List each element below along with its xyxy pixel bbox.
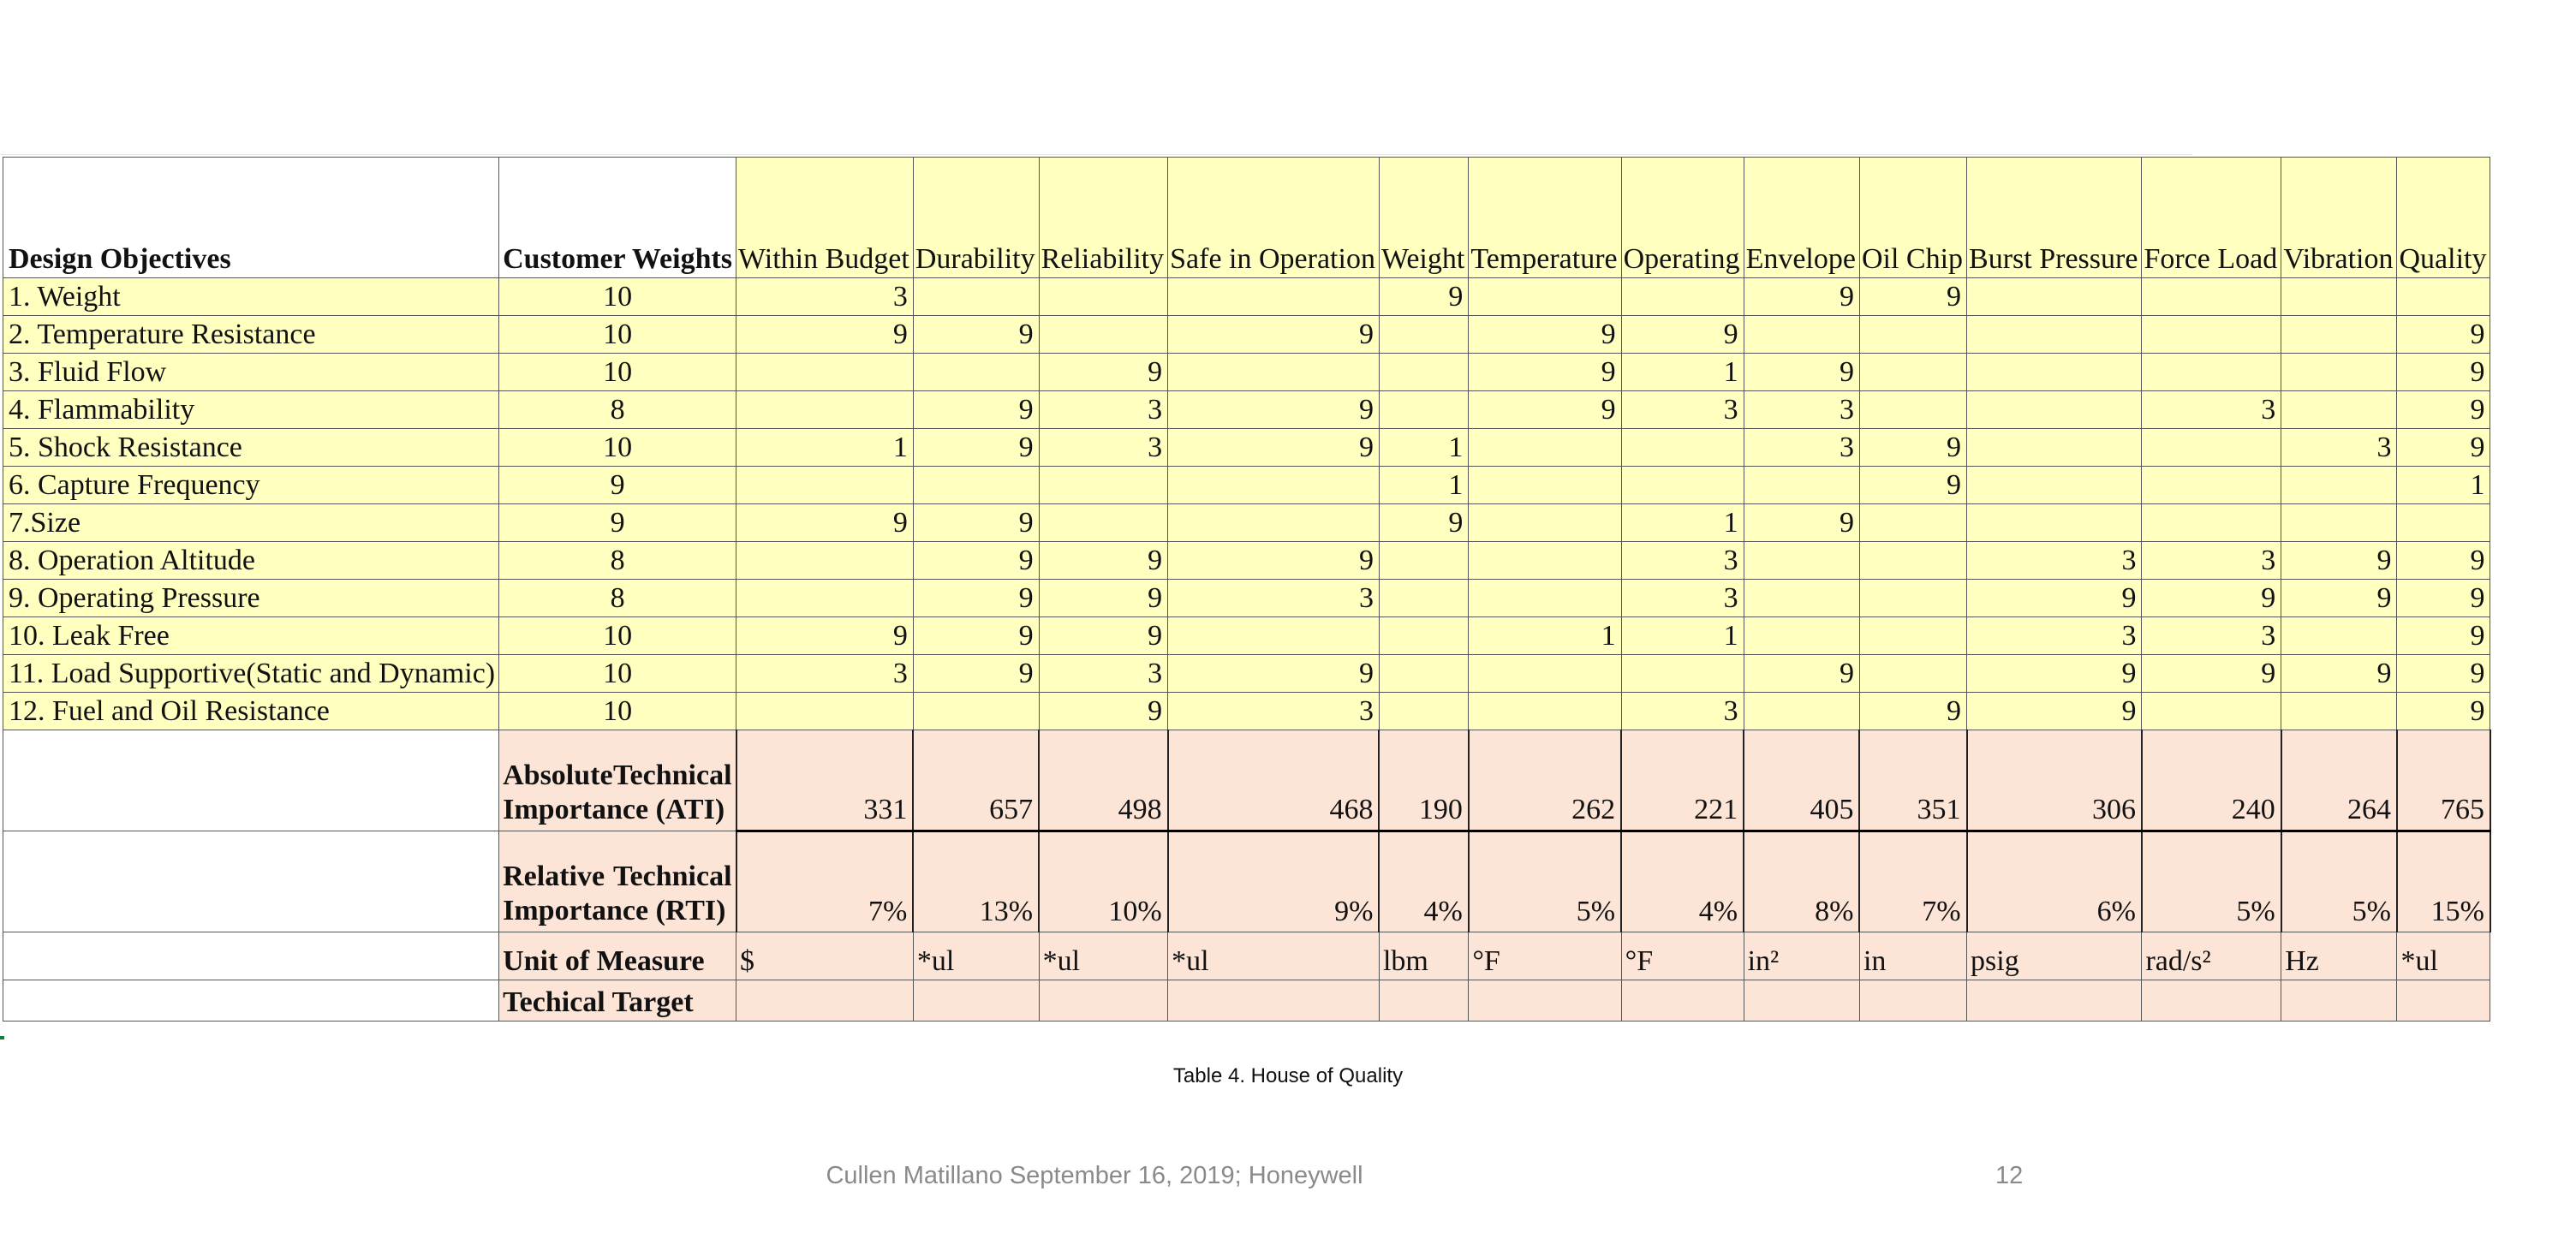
design-objectives-header[interactable]: Design Objectives [3,158,499,278]
relationship-cell[interactable] [1744,693,1859,730]
rti-value[interactable]: 10% [1039,831,1168,932]
relationship-cell[interactable]: 9 [736,617,914,655]
relationship-cell[interactable]: 9 [2142,655,2281,693]
relationship-cell[interactable]: 1 [1469,617,1621,655]
relationship-cell[interactable]: 3 [1967,542,2142,580]
relationship-cell[interactable]: 3 [1744,429,1859,467]
tech-header-burst-pressure[interactable]: Burst Pressure [1967,158,2142,278]
target-blank-cell [3,980,499,1022]
relationship-cell[interactable]: 9 [1859,467,1966,504]
customer-weight-cell[interactable]: 8 [499,542,736,580]
relationship-cell[interactable] [2397,504,2490,542]
tech-header-reliability[interactable]: Reliability [1039,158,1168,278]
relationship-cell[interactable] [2281,504,2397,542]
relationship-cell[interactable] [1469,542,1621,580]
target-cell[interactable] [1379,980,1468,1022]
rti-value[interactable]: 9% [1168,831,1380,932]
relationship-cell[interactable]: 9 [2397,429,2490,467]
target-cell[interactable] [1469,980,1621,1022]
relationship-cell[interactable]: 9 [1168,391,1380,429]
target-cell[interactable] [2281,980,2397,1022]
relationship-cell[interactable] [1469,580,1621,617]
target-cell[interactable] [736,980,914,1022]
technical-target-row [3,980,2490,1022]
relationship-cell[interactable]: 9 [2142,580,2281,617]
objective-cell[interactable]: 9. Operating Pressure [3,580,499,617]
relationship-cell[interactable]: 3 [736,655,914,693]
ati-value[interactable]: 468 [1168,730,1380,831]
relationship-cell[interactable] [1379,693,1468,730]
tech-header-safe-in-operation[interactable]: Safe in Operation [1168,158,1380,278]
relationship-cell[interactable]: 9 [1469,316,1621,354]
ati-row [3,730,2490,831]
relationship-cell[interactable]: 9 [2281,542,2397,580]
relationship-cell[interactable]: 9 [2397,580,2490,617]
customer-weight-cell[interactable]: 10 [499,429,736,467]
tech-header-operating[interactable]: Operating [1621,158,1744,278]
relationship-cell[interactable] [1967,467,2142,504]
relationship-cell[interactable]: 3 [1039,391,1168,429]
relationship-cell[interactable]: 9 [2281,580,2397,617]
relationship-cell[interactable] [2281,316,2397,354]
relationship-cell[interactable]: 9 [2397,617,2490,655]
table-caption: Table 4. House of Quality [1172,1064,1404,1087]
target-cell[interactable] [1621,980,1744,1022]
relationship-cell[interactable]: 9 [1744,655,1859,693]
unit-value[interactable]: psig [1967,932,2142,980]
relationship-cell[interactable]: 9 [1621,316,1744,354]
relationship-cell[interactable] [1621,278,1744,316]
relationship-cell[interactable]: 9 [1039,354,1168,391]
house-of-quality-table [3,157,2491,1022]
target-cell[interactable] [913,980,1039,1022]
relationship-cell[interactable] [1379,391,1468,429]
target-cell[interactable] [1168,980,1380,1022]
target-cell[interactable] [1744,980,1859,1022]
unit-value[interactable]: in² [1744,932,1859,980]
relationship-cell[interactable]: 3 [1039,655,1168,693]
rti-value[interactable]: 5% [2281,831,2397,932]
relationship-cell[interactable]: 9 [1168,655,1380,693]
ati-value[interactable]: 657 [913,730,1039,831]
relationship-cell[interactable] [913,354,1039,391]
target-cell[interactable] [1859,980,1966,1022]
rti-value[interactable]: 13% [913,831,1039,932]
customer-weight-cell[interactable]: 10 [499,278,736,316]
relationship-cell[interactable] [1168,354,1380,391]
objective-cell[interactable]: 12. Fuel and Oil Resistance [3,693,499,730]
relationship-cell[interactable]: 9 [1168,429,1380,467]
rti-value[interactable]: 8% [1744,831,1859,932]
unit-value[interactable]: *ul [2397,932,2490,980]
tech-header-envelope[interactable]: Envelope [1744,158,1859,278]
relationship-cell[interactable] [2281,617,2397,655]
relationship-cell[interactable] [1967,429,2142,467]
unit-value[interactable]: °F [1469,932,1621,980]
objective-cell[interactable]: 4. Flammability [3,391,499,429]
relationship-cell[interactable] [736,542,914,580]
ati-value[interactable]: 190 [1379,730,1468,831]
objective-cell[interactable]: 8. Operation Altitude [3,542,499,580]
target-cell[interactable] [1967,980,2142,1022]
relationship-cell[interactable] [2142,429,2281,467]
objective-cell[interactable]: 7.Size [3,504,499,542]
relationship-cell[interactable] [1469,655,1621,693]
relationship-cell[interactable] [1379,617,1468,655]
relationship-cell[interactable] [913,693,1039,730]
relationship-cell[interactable]: 9 [1039,580,1168,617]
unit-value[interactable]: °F [1621,932,1744,980]
relationship-cell[interactable]: 3 [1168,580,1380,617]
relationship-cell[interactable]: 9 [1744,278,1859,316]
customer-weight-cell[interactable]: 10 [499,655,736,693]
relationship-cell[interactable]: 9 [736,504,914,542]
relationship-cell[interactable]: 3 [1168,693,1380,730]
rti-value[interactable]: 5% [1469,831,1621,932]
relationship-cell[interactable] [2281,391,2397,429]
ati-value[interactable]: 306 [1967,730,2142,831]
relationship-cell[interactable]: 9 [1168,542,1380,580]
relationship-cell[interactable]: 9 [2397,354,2490,391]
objective-cell[interactable]: 3. Fluid Flow [3,354,499,391]
objective-row [3,316,2490,354]
relationship-cell[interactable]: 1 [1621,504,1744,542]
rti-value[interactable]: 15% [2397,831,2490,932]
relationship-cell[interactable] [1859,617,1966,655]
relationship-cell[interactable] [1379,542,1468,580]
relationship-cell[interactable]: 3 [1621,542,1744,580]
relationship-cell[interactable]: 9 [1744,504,1859,542]
relationship-cell[interactable] [2142,278,2281,316]
unit-value[interactable]: *ul [1168,932,1380,980]
objective-row [3,693,2490,730]
customer-weight-cell[interactable]: 10 [499,693,736,730]
target-cell[interactable] [2142,980,2281,1022]
relationship-cell[interactable] [1621,655,1744,693]
relationship-cell[interactable]: 9 [1168,316,1380,354]
relationship-cell[interactable] [1744,316,1859,354]
relationship-cell[interactable]: 9 [1039,693,1168,730]
unit-of-measure-label[interactable]: Unit of Measure [499,932,736,980]
unit-value[interactable]: *ul [913,932,1039,980]
rti-label-word1: Relative [503,861,605,892]
relationship-cell[interactable] [1379,354,1468,391]
relationship-cell[interactable]: 3 [1967,617,2142,655]
slide-page-number: 12 [1995,1162,2024,1189]
relationship-cell[interactable] [2281,278,2397,316]
unit-value[interactable]: rad/s² [2142,932,2281,980]
relationship-cell[interactable] [1967,504,2142,542]
objective-cell[interactable]: 6. Capture Frequency [3,467,499,504]
relationship-cell[interactable]: 9 [1379,504,1468,542]
relationship-cell[interactable]: 9 [1379,278,1468,316]
relationship-cell[interactable] [1967,316,2142,354]
unit-value[interactable]: $ [736,932,914,980]
tech-header-weight[interactable]: Weight [1379,158,1468,278]
relationship-cell[interactable]: 9 [1967,655,2142,693]
relationship-cell[interactable]: 3 [1621,391,1744,429]
relationship-cell[interactable]: 9 [913,617,1039,655]
objective-row [3,617,2490,655]
ati-value[interactable]: 221 [1621,730,1744,831]
relationship-cell[interactable] [2397,278,2490,316]
customer-weight-cell[interactable]: 8 [499,391,736,429]
relationship-cell[interactable] [1469,278,1621,316]
objective-cell[interactable]: 11. Load Supportive(Static and Dynamic) [3,655,499,693]
relationship-cell[interactable] [1621,429,1744,467]
relationship-cell[interactable] [1967,391,2142,429]
customer-weight-cell[interactable]: 10 [499,617,736,655]
relationship-cell[interactable]: 9 [913,429,1039,467]
relationship-cell[interactable]: 9 [1469,354,1621,391]
relationship-cell[interactable]: 9 [1967,693,2142,730]
header-row [3,158,2490,278]
relationship-cell[interactable] [736,580,914,617]
relationship-cell[interactable]: 9 [1744,354,1859,391]
relationship-cell[interactable]: 3 [1621,693,1744,730]
relationship-cell[interactable]: 1 [2397,467,2490,504]
ati-label-word1: Absolute [503,759,613,791]
relationship-cell[interactable]: 9 [1859,693,1966,730]
ati-label-cell[interactable] [499,730,736,831]
relationship-cell[interactable] [1469,693,1621,730]
objective-row [3,655,2490,693]
relationship-cell[interactable] [736,391,914,429]
slide-footer: Cullen Matillano September 16, 2019; Honeywell [826,1162,1363,1189]
customer-weights-header[interactable]: Customer Weights [499,158,736,278]
relationship-cell[interactable]: 3 [736,278,914,316]
cell-selection-marker [0,1036,4,1039]
tech-header-quality[interactable]: Quality [2397,158,2490,278]
relationship-cell[interactable]: 3 [1039,429,1168,467]
objective-row [3,467,2490,504]
ati-label-line2: Importance (ATI) [503,794,725,825]
relationship-cell[interactable]: 3 [1744,391,1859,429]
relationship-cell[interactable] [2281,693,2397,730]
objective-cell[interactable]: 1. Weight [3,278,499,316]
relationship-cell[interactable]: 9 [1469,391,1621,429]
relationship-cell[interactable] [1859,391,1966,429]
tech-header-durability[interactable]: Durability [913,158,1039,278]
rti-value[interactable]: 7% [736,831,914,932]
relationship-cell[interactable]: 9 [913,316,1039,354]
objective-row [3,391,2490,429]
relationship-cell[interactable]: 3 [2142,542,2281,580]
relationship-cell[interactable]: 9 [913,391,1039,429]
tech-header-force-load[interactable]: Force Load [2142,158,2281,278]
customer-weight-cell[interactable]: 10 [499,354,736,391]
relationship-cell[interactable] [1168,467,1380,504]
rti-value[interactable]: 5% [2142,831,2281,932]
relationship-cell[interactable]: 3 [2142,617,2281,655]
target-cell[interactable] [2397,980,2490,1022]
relationship-cell[interactable]: 9 [913,542,1039,580]
relationship-cell[interactable] [1379,580,1468,617]
unit-blank-cell [3,932,499,980]
rti-label-cell[interactable] [499,831,736,932]
relationship-cell[interactable] [1469,467,1621,504]
relationship-cell[interactable] [736,467,914,504]
relationship-cell[interactable] [2142,316,2281,354]
target-cell[interactable] [1039,980,1168,1022]
relationship-cell[interactable]: 9 [913,655,1039,693]
objective-cell[interactable]: 5. Shock Resistance [3,429,499,467]
unit-value[interactable]: *ul [1039,932,1168,980]
relationship-cell[interactable] [1379,316,1468,354]
unit-value[interactable]: Hz [2281,932,2397,980]
relationship-cell[interactable]: 1 [1379,467,1468,504]
relationship-cell[interactable] [2281,467,2397,504]
rti-label-line2: Importance (RTI) [503,895,726,926]
relationship-cell[interactable] [1967,354,2142,391]
unit-value[interactable]: in [1859,932,1966,980]
ati-value[interactable]: 765 [2397,730,2490,831]
relationship-cell[interactable] [1039,504,1168,542]
relationship-cell[interactable]: 1 [736,429,914,467]
relationship-cell[interactable] [1379,655,1468,693]
relationship-cell[interactable] [1039,467,1168,504]
relationship-cell[interactable] [913,467,1039,504]
relationship-cell[interactable] [1859,504,1966,542]
relationship-cell[interactable] [1859,542,1966,580]
relationship-cell[interactable]: 9 [1859,429,1966,467]
tech-header-vibration[interactable]: Vibration [2281,158,2397,278]
ati-value[interactable]: 498 [1039,730,1168,831]
objective-row [3,504,2490,542]
relationship-cell[interactable]: 3 [1621,580,1744,617]
tech-header-oil-chip[interactable]: Oil Chip [1859,158,1966,278]
ati-blank-cell [3,730,499,831]
relationship-cell[interactable] [2142,467,2281,504]
tech-header-temperature[interactable]: Temperature [1469,158,1621,278]
relationship-cell[interactable] [1469,504,1621,542]
relationship-cell[interactable]: 9 [2397,693,2490,730]
relationship-cell[interactable] [1859,580,1966,617]
relationship-cell[interactable] [1967,278,2142,316]
rti-value[interactable]: 4% [1621,831,1744,932]
relationship-cell[interactable] [736,354,914,391]
customer-weight-cell[interactable]: 10 [499,316,736,354]
relationship-cell[interactable] [736,693,914,730]
objective-row [3,354,2490,391]
customer-weight-cell[interactable]: 9 [499,504,736,542]
relationship-cell[interactable] [1744,580,1859,617]
relationship-cell[interactable] [1168,617,1380,655]
customer-weight-cell[interactable]: 8 [499,580,736,617]
relationship-cell[interactable]: 9 [1859,278,1966,316]
rti-label-word2: Technical [612,861,732,892]
relationship-cell[interactable] [1859,316,1966,354]
relationship-cell[interactable] [1039,316,1168,354]
relationship-cell[interactable] [1168,504,1380,542]
relationship-cell[interactable] [1469,429,1621,467]
relationship-cell[interactable] [2281,354,2397,391]
relationship-cell[interactable]: 1 [1621,354,1744,391]
ati-value[interactable]: 264 [2281,730,2397,831]
relationship-cell[interactable] [1039,278,1168,316]
rti-blank-cell [3,831,499,932]
customer-weight-cell[interactable]: 9 [499,467,736,504]
objective-row [3,580,2490,617]
relationship-cell[interactable]: 3 [2142,391,2281,429]
relationship-cell[interactable]: 9 [736,316,914,354]
ati-value[interactable]: 331 [736,730,914,831]
ati-value[interactable]: 262 [1469,730,1621,831]
unit-of-measure-row [3,932,2490,980]
objective-cell[interactable]: 10. Leak Free [3,617,499,655]
relationship-cell[interactable]: 9 [1967,580,2142,617]
ati-value[interactable]: 351 [1859,730,1966,831]
relationship-cell[interactable] [1744,617,1859,655]
ati-value[interactable]: 240 [2142,730,2281,831]
technical-target-label[interactable]: Techical Target [499,980,736,1022]
ati-value[interactable]: 405 [1744,730,1859,831]
relationship-cell[interactable]: 3 [2281,429,2397,467]
relationship-cell[interactable]: 9 [1039,542,1168,580]
rti-value[interactable]: 6% [1967,831,2142,932]
relationship-cell[interactable]: 9 [913,504,1039,542]
relationship-cell[interactable] [2142,504,2281,542]
top-rule [0,154,2192,155]
relationship-cell[interactable]: 9 [913,580,1039,617]
relationship-cell[interactable] [1621,467,1744,504]
relationship-cell[interactable]: 9 [2397,391,2490,429]
relationship-cell[interactable] [1859,354,1966,391]
relationship-cell[interactable] [913,278,1039,316]
ati-label-word2: Technical [612,759,732,791]
relationship-cell[interactable] [1744,542,1859,580]
relationship-cell[interactable]: 1 [1621,617,1744,655]
rti-value[interactable]: 4% [1379,831,1468,932]
relationship-cell[interactable]: 1 [1379,429,1468,467]
objective-row [3,278,2490,316]
relationship-cell[interactable]: 9 [2397,542,2490,580]
relationship-cell[interactable] [1168,278,1380,316]
rti-value[interactable]: 7% [1859,831,1966,932]
relationship-cell[interactable]: 9 [2397,316,2490,354]
objective-cell[interactable]: 2. Temperature Resistance [3,316,499,354]
rti-row [3,831,2490,932]
tech-header-within-budget[interactable]: Within Budget [736,158,914,278]
relationship-cell[interactable]: 9 [2397,655,2490,693]
relationship-cell[interactable] [1744,467,1859,504]
objective-row [3,542,2490,580]
unit-value[interactable]: lbm [1379,932,1468,980]
objective-row [3,429,2490,467]
relationship-cell[interactable] [2142,354,2281,391]
relationship-cell[interactable] [1859,655,1966,693]
relationship-cell[interactable]: 9 [2281,655,2397,693]
relationship-cell[interactable] [2142,693,2281,730]
relationship-cell[interactable]: 9 [1039,617,1168,655]
